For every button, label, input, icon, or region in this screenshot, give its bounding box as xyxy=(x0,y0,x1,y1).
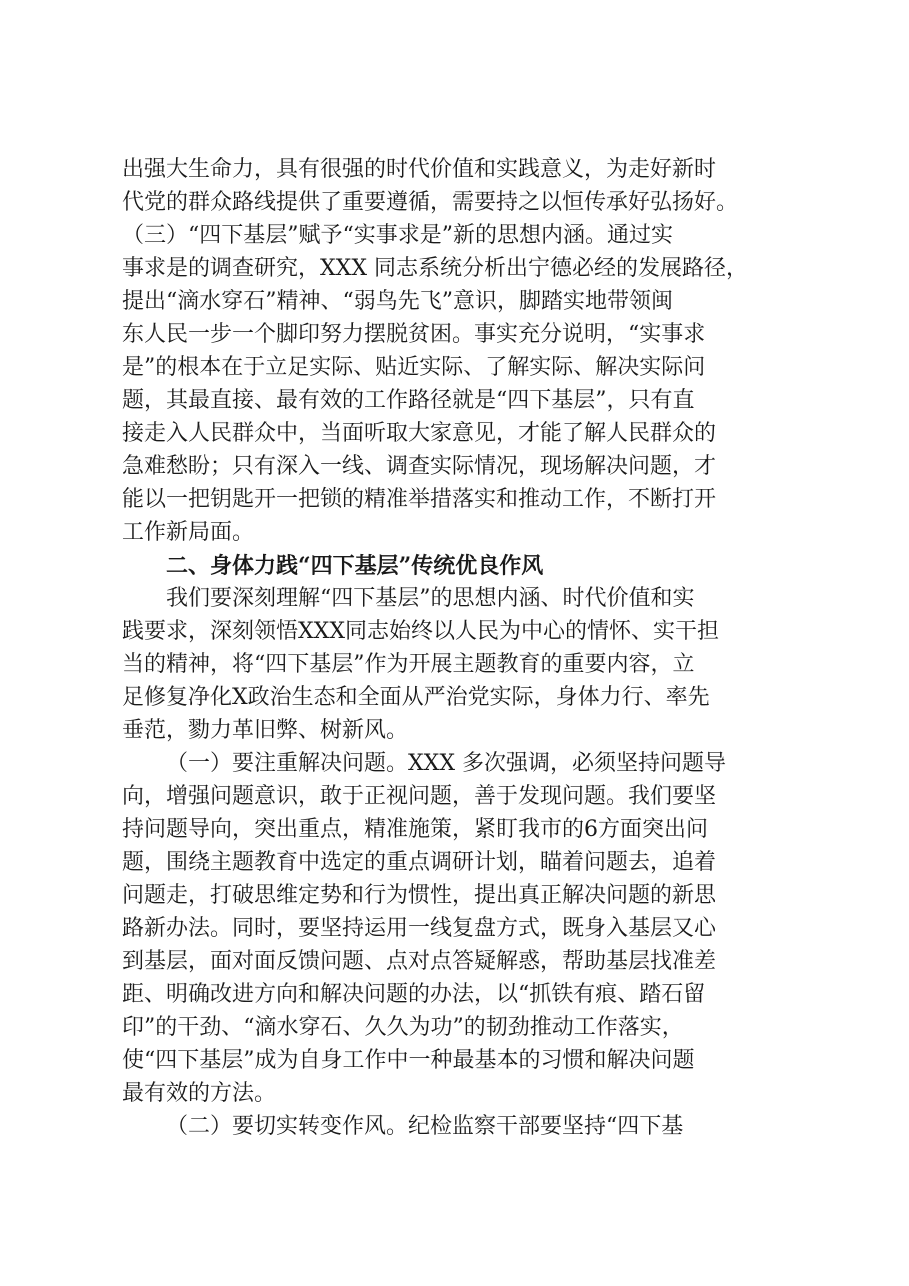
body-text-line: 我们要深刻理解“四下基层”的思想内涵、时代价值和实 xyxy=(166,586,695,611)
body-text-line: 持问题导向，突出重点，精准施策，紧盯我市的6方面突出问 xyxy=(122,817,708,842)
body-text-line: （一）要注重解决问题。XXX 多次强调，必须坚持问题导 xyxy=(166,751,726,776)
body-text-line: 使“四下基层”成为自身工作中一种最基本的习惯和解决问题 xyxy=(122,1048,695,1073)
body-text-line: （三）“四下基层”赋予“实事求是”新的思想内涵。通过实 xyxy=(122,223,673,248)
body-text-line: 事求是的调查研究，XXX 同志系统分析出宁德必经的发展路径， xyxy=(122,256,748,281)
body-text-line: 路新办法。同时，要坚持运用一线复盘方式，既身入基层又心 xyxy=(122,916,717,941)
body-text-line: 提出“滴水穿石”精神、“弱鸟先飞”意识，脚踏实地带领闽 xyxy=(122,289,673,314)
body-text-line: 能以一把钥匙开一把锁的精准举措落实和推动工作，不断打开 xyxy=(122,487,717,512)
body-text-line: 最有效的方法。 xyxy=(122,1081,277,1106)
body-text-line: 问题走，打破思维定势和行为惯性，提出真正解决问题的新思 xyxy=(122,883,717,908)
body-text-line: 践要求，深刻领悟XXX同志始终以人民为中心的情怀、实干担 xyxy=(122,619,719,644)
body-text-line: 东人民一步一个脚印努力摆脱贫困。事实充分说明，“实事求 xyxy=(122,322,706,347)
body-text-line: 题，围绕主题教育中选定的重点调研计划，瞄着问题去，追着 xyxy=(122,850,717,875)
body-text-line: 工作新局面。 xyxy=(122,520,255,545)
body-text-line: 接走入人民群众中，当面听取大家意见，才能了解人民群众的 xyxy=(122,421,717,446)
body-text-line: 题，其最直接、最有效的工作路径就是“四下基层”，只有直 xyxy=(122,388,695,413)
body-text-line: （二）要切实转变作风。纪检监察干部要坚持“四下基 xyxy=(166,1114,684,1139)
body-text-line: 当的精神，将“四下基层”作为开展主题教育的重要内容，立 xyxy=(122,652,695,677)
body-text-line: 代党的群众路线提供了重要遵循，需要持之以恒传承好弘扬好。 xyxy=(122,190,739,215)
body-text-line: 距、明确改进方向和解决问题的办法，以“抓铁有痕、踏石留 xyxy=(122,982,706,1007)
body-text-line: 急难愁盼；只有深入一线、调查实际情况，现场解决问题，才 xyxy=(122,454,717,479)
body-text-line: 向，增强问题意识，敢于正视问题，善于发现问题。我们要坚 xyxy=(122,784,717,809)
body-text-line: 出强大生命力，具有很强的时代价值和实践意义，为走好新时 xyxy=(122,157,717,182)
body-text-line: 垂范，勠力革旧弊、树新风。 xyxy=(122,718,409,743)
body-text-line: 印”的干劲、“滴水穿石、久久为功”的韧劲推动工作落实， xyxy=(122,1015,684,1040)
body-text-line: 足修复净化X政治生态和全面从严治党实际，身体力行、率先 xyxy=(122,685,710,710)
section-heading: 二、身体力践“四下基层”传统优良作风 xyxy=(166,553,544,579)
body-text-line: 是”的根本在于立足实际、贴近实际、了解实际、解决实际问 xyxy=(122,355,706,380)
body-text-line: 到基层，面对面反馈问题、点对点答疑解惑，帮助基层找准差 xyxy=(122,949,717,974)
